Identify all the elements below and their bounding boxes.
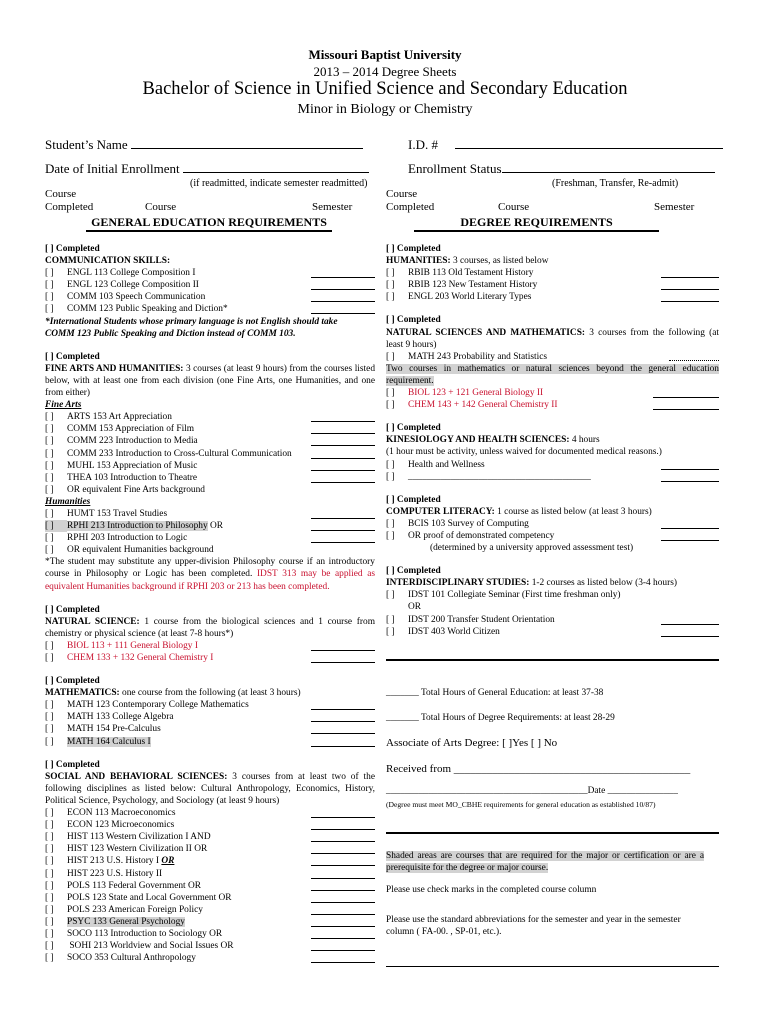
course-row[interactable]: [ ] _______________________________________ bbox=[386, 471, 719, 483]
total-degree-hours[interactable]: _______ Total Hours of Degree Requirements: at least 28-29 bbox=[386, 713, 615, 723]
course-row[interactable]: [ ] OR equivalent Humanities background bbox=[45, 545, 214, 556]
course-row[interactable]: [ ] OR equivalent Fine Arts background bbox=[45, 484, 205, 495]
math-completed-checkbox[interactable]: [ ] Completed bbox=[45, 676, 100, 687]
inter-description: INTERDISCIPLINARY STUDIES: 1-2 courses as listed below (3-4 hours) bbox=[386, 578, 677, 589]
comp-completed-checkbox[interactable]: [ ] Completed bbox=[386, 494, 441, 505]
comp-description: COMPUTER LITERACY: 1 course as listed below (at least 3 hours) bbox=[386, 506, 652, 517]
gen-ed-heading: GENERAL EDUCATION REQUIREMENTS bbox=[86, 215, 332, 232]
course-row[interactable]: [ ] HIST 213 U.S. History I OR bbox=[45, 855, 375, 867]
degree-title: Bachelor of Science in Unified Science and Secondary Education bbox=[142, 79, 628, 99]
course-row[interactable]: [ ] SOCO 353 Cultural Anthropology bbox=[45, 952, 375, 964]
fine-arts-subheading: Fine Arts bbox=[45, 400, 82, 411]
course-row[interactable]: [ ] MATH 123 Contemporary College Mathematics bbox=[45, 699, 375, 711]
course-row[interactable]: [ ] COMM 123 Public Speaking and Diction* bbox=[45, 303, 375, 315]
course-row[interactable]: [ ] COMM 233 Introduction to Cross-Cultural Communication bbox=[45, 448, 375, 460]
total-gen-ed-hours[interactable]: _______ Total Hours of General Education: at least 37-38 bbox=[386, 688, 604, 698]
course-row[interactable]: [ ] SOCO 113 Introduction to Sociology OR bbox=[45, 928, 375, 940]
check-marks-note: Please use check marks in the completed course column bbox=[386, 885, 597, 895]
humanities-subheading: Humanities bbox=[45, 496, 91, 507]
course-row[interactable]: [ ] HIST 123 Western Civilization II OR bbox=[45, 843, 375, 855]
course-row[interactable]: [ ] BIOL 123 + 121 General Biology II bbox=[386, 387, 719, 399]
comp-note: (determined by a university approved assessment test) bbox=[430, 543, 634, 554]
course-row[interactable]: [ ] OR proof of demonstrated competency bbox=[386, 530, 719, 542]
philosophy-note: *The student may substitute any upper-division Philosophy course if an introductory course in Philosophy or Logic has been completed. IDST 313 may be applied as equivalent Humanities background if RPHI 203 or 213 has been completed. bbox=[45, 557, 376, 592]
science-description: NATURAL SCIENCE: 1 course from the biological sciences and 1 course from chemistry or physical science (at least 7-8 hours*) bbox=[45, 616, 375, 639]
course-row[interactable]: [ ] BIOL 113 + 111 General Biology I bbox=[45, 640, 375, 652]
left-column bbox=[45, 243, 375, 964]
intl-note-2: COMM 123 Public Speaking and Diction instead of COMM 103. bbox=[45, 328, 296, 339]
course-row[interactable]: [ ] MATH 164 Calculus I bbox=[45, 736, 375, 748]
course-row[interactable]: [ ] THEA 103 Introduction to Theatre bbox=[45, 472, 375, 484]
course-row[interactable]: [ ] POLS 113 Federal Government OR bbox=[45, 880, 375, 892]
separator-line bbox=[386, 966, 719, 967]
course-row[interactable]: [ ] SOHI 213 Worldview and Social Issues OR bbox=[45, 940, 375, 952]
course-row[interactable]: [ ] CHEM 143 + 142 General Chemistry II bbox=[386, 399, 719, 411]
nsm-shaded-requirement: Two courses in mathematics or natural sciences beyond the general education requirement. bbox=[386, 363, 719, 386]
status-note: (Freshman, Transfer, Re-admit) bbox=[552, 178, 679, 189]
date-field[interactable]: ___________________________________________Date _______________ bbox=[386, 786, 678, 796]
minor-title: Minor in Biology or Chemistry bbox=[297, 102, 473, 117]
course-row[interactable]: [ ] COMM 103 Speech Communication bbox=[45, 291, 375, 303]
social-description: SOCIAL AND BEHAVIORAL SCIENCES: 3 courses from at least two of the following disciplines as listed below: Cultural Anthropology, Economics, History, Political Science, Psychology, and Sociology (at least 9 hours) bbox=[45, 771, 375, 806]
kin-note: (1 hour must be activity, unless waived for documented medical reasons.) bbox=[386, 447, 662, 458]
course-row[interactable]: [ ] BCIS 103 Survey of Computing bbox=[386, 518, 719, 530]
course-row[interactable]: [ ] IDST 101 Collegiate Seminar (First time freshman only) bbox=[386, 590, 621, 601]
separator-line bbox=[386, 832, 719, 834]
right-course-heading: Course bbox=[498, 201, 530, 213]
course-row[interactable]: [ ] COMM 153 Appreciation of Film bbox=[45, 423, 375, 435]
nsm-description: NATURAL SCIENCES AND MATHEMATICS: 3 courses from the following (at least 9 hours) bbox=[386, 327, 719, 350]
course-row[interactable]: [ ] POLS 233 American Foreign Policy bbox=[45, 904, 375, 916]
course-row[interactable]: [ ] IDST 200 Transfer Student Orientation bbox=[386, 614, 719, 626]
hum-completed-checkbox[interactable]: [ ] Completed bbox=[386, 244, 441, 254]
math-description: MATHEMATICS: one course from the following (at least 3 hours) bbox=[45, 688, 301, 699]
kin-completed-checkbox[interactable]: [ ] Completed bbox=[386, 423, 441, 434]
course-row[interactable]: [ ] ECON 113 Macroeconomics bbox=[45, 807, 375, 819]
shaded-areas-note: Shaded areas are courses that are required for the major or certification or are a prerequisite for the degree or major course. bbox=[386, 851, 704, 874]
university-name: Missouri Baptist University bbox=[308, 47, 462, 62]
social-completed-checkbox[interactable]: [ ] Completed bbox=[45, 759, 100, 770]
intl-note-1: *International Students whose primary language is not English should take bbox=[45, 316, 338, 327]
inter-or: OR bbox=[408, 602, 422, 613]
course-row[interactable]: [ ] RPHI 203 Introduction to Logic bbox=[45, 532, 375, 544]
degree-sheet-year: 2013 – 2014 Degree Sheets bbox=[313, 64, 457, 79]
comm-title: COMMUNICATION SKILLS: bbox=[45, 256, 171, 267]
enrollment-status-field[interactable] bbox=[408, 161, 715, 177]
course-row[interactable]: [ ] PSYC 133 General Psychology bbox=[45, 916, 375, 928]
right-course-completed-heading: Course Completed bbox=[386, 188, 435, 213]
separator-line bbox=[386, 659, 719, 661]
left-course-heading: Course bbox=[145, 201, 177, 213]
course-row[interactable]: [ ] ARTS 153 Art Appreciation bbox=[45, 411, 375, 423]
kin-description: KINESIOLOGY AND HEALTH SCIENCES: 4 hours bbox=[386, 435, 600, 446]
course-row[interactable]: [ ] Health and Wellness bbox=[386, 459, 719, 471]
hum-description: HUMANITIES: 3 courses, as listed below bbox=[386, 256, 549, 267]
course-row[interactable]: [ ] ENGL 113 College Composition I bbox=[45, 267, 375, 279]
science-completed-checkbox[interactable]: [ ] Completed bbox=[45, 604, 100, 615]
course-row[interactable]: [ ] MUHL 153 Appreciation of Music bbox=[45, 460, 375, 472]
comm-completed-checkbox[interactable]: [ ] Completed bbox=[45, 244, 100, 254]
course-row[interactable]: [ ] ENGL 203 World Literary Types bbox=[386, 291, 719, 303]
abbreviations-note: Please use the standard abbreviations for the semester and year in the semester column ( FA-00. , SP-01, etc.). bbox=[386, 915, 681, 938]
course-row[interactable]: [ ] MATH 133 College Algebra bbox=[45, 711, 375, 723]
enrollment-date-label: Date of Initial Enrollment bbox=[45, 161, 180, 176]
course-row[interactable]: [ ] RBIB 113 Old Testament History bbox=[386, 267, 719, 279]
received-from-field[interactable]: Received from ___________________________________________ bbox=[386, 763, 691, 775]
course-row[interactable]: [ ] MATH 243 Probability and Statistics bbox=[386, 351, 719, 363]
course-row[interactable]: [ ] IDST 403 World Citizen bbox=[386, 626, 719, 638]
id-label: I.D. # bbox=[408, 137, 438, 152]
course-row[interactable]: [ ] HUMT 153 Travel Studies bbox=[45, 508, 375, 520]
student-name-label: Student’s Name bbox=[45, 137, 128, 152]
mo-cbhe-note: (Degree must meet MO_CBHE requirements for general education as established 10/87) bbox=[386, 800, 656, 809]
course-row[interactable]: [ ] CHEM 133 + 132 General Chemistry I bbox=[45, 652, 375, 664]
nsm-completed-checkbox[interactable]: [ ] Completed bbox=[386, 315, 441, 326]
course-row[interactable]: [ ] HIST 113 Western Civilization I AND bbox=[45, 831, 375, 843]
course-row[interactable]: [ ] ECON 123 Microeconomics bbox=[45, 819, 375, 831]
left-course-completed-heading: Course Completed bbox=[45, 188, 94, 213]
readmit-note: (if readmitted, indicate semester readmitted) bbox=[190, 178, 368, 189]
course-row[interactable]: [ ] RPHI 213 Introduction to Philosophy OR bbox=[45, 520, 375, 532]
right-column bbox=[386, 243, 719, 638]
degree-req-heading: DEGREE REQUIREMENTS bbox=[414, 215, 659, 232]
right-semester-heading: Semester bbox=[654, 201, 695, 213]
course-row[interactable]: [ ] HIST 223 U.S. History II bbox=[45, 868, 375, 880]
arts-description: FINE ARTS AND HUMANITIES: 3 courses (at least 9 hours) from the courses listed below, with at least one from each division (one Fine Arts, one Humanities, and one from either) bbox=[45, 363, 376, 399]
course-row[interactable]: [ ] COMM 223 Introduction to Media bbox=[45, 435, 375, 447]
left-semester-heading: Semester bbox=[312, 201, 353, 213]
course-row[interactable]: [ ] ENGL 123 College Composition II bbox=[45, 279, 375, 291]
student-name-field[interactable] bbox=[45, 137, 363, 153]
id-field[interactable] bbox=[408, 137, 723, 153]
arts-completed-checkbox[interactable]: [ ] Completed bbox=[45, 351, 100, 362]
associate-degree-field[interactable]: Associate of Arts Degree: [ ]Yes [ ] No bbox=[386, 737, 558, 749]
inter-completed-checkbox[interactable]: [ ] Completed bbox=[386, 566, 441, 577]
enrollment-status-label: Enrollment Status bbox=[408, 161, 502, 176]
course-row[interactable]: [ ] POLS 123 State and Local Government OR bbox=[45, 892, 375, 904]
course-row[interactable]: [ ] MATH 154 Pre-Calculus bbox=[45, 723, 375, 735]
initial-enrollment-field[interactable] bbox=[45, 161, 369, 177]
course-row[interactable]: [ ] RBIB 123 New Testament History bbox=[386, 279, 719, 291]
